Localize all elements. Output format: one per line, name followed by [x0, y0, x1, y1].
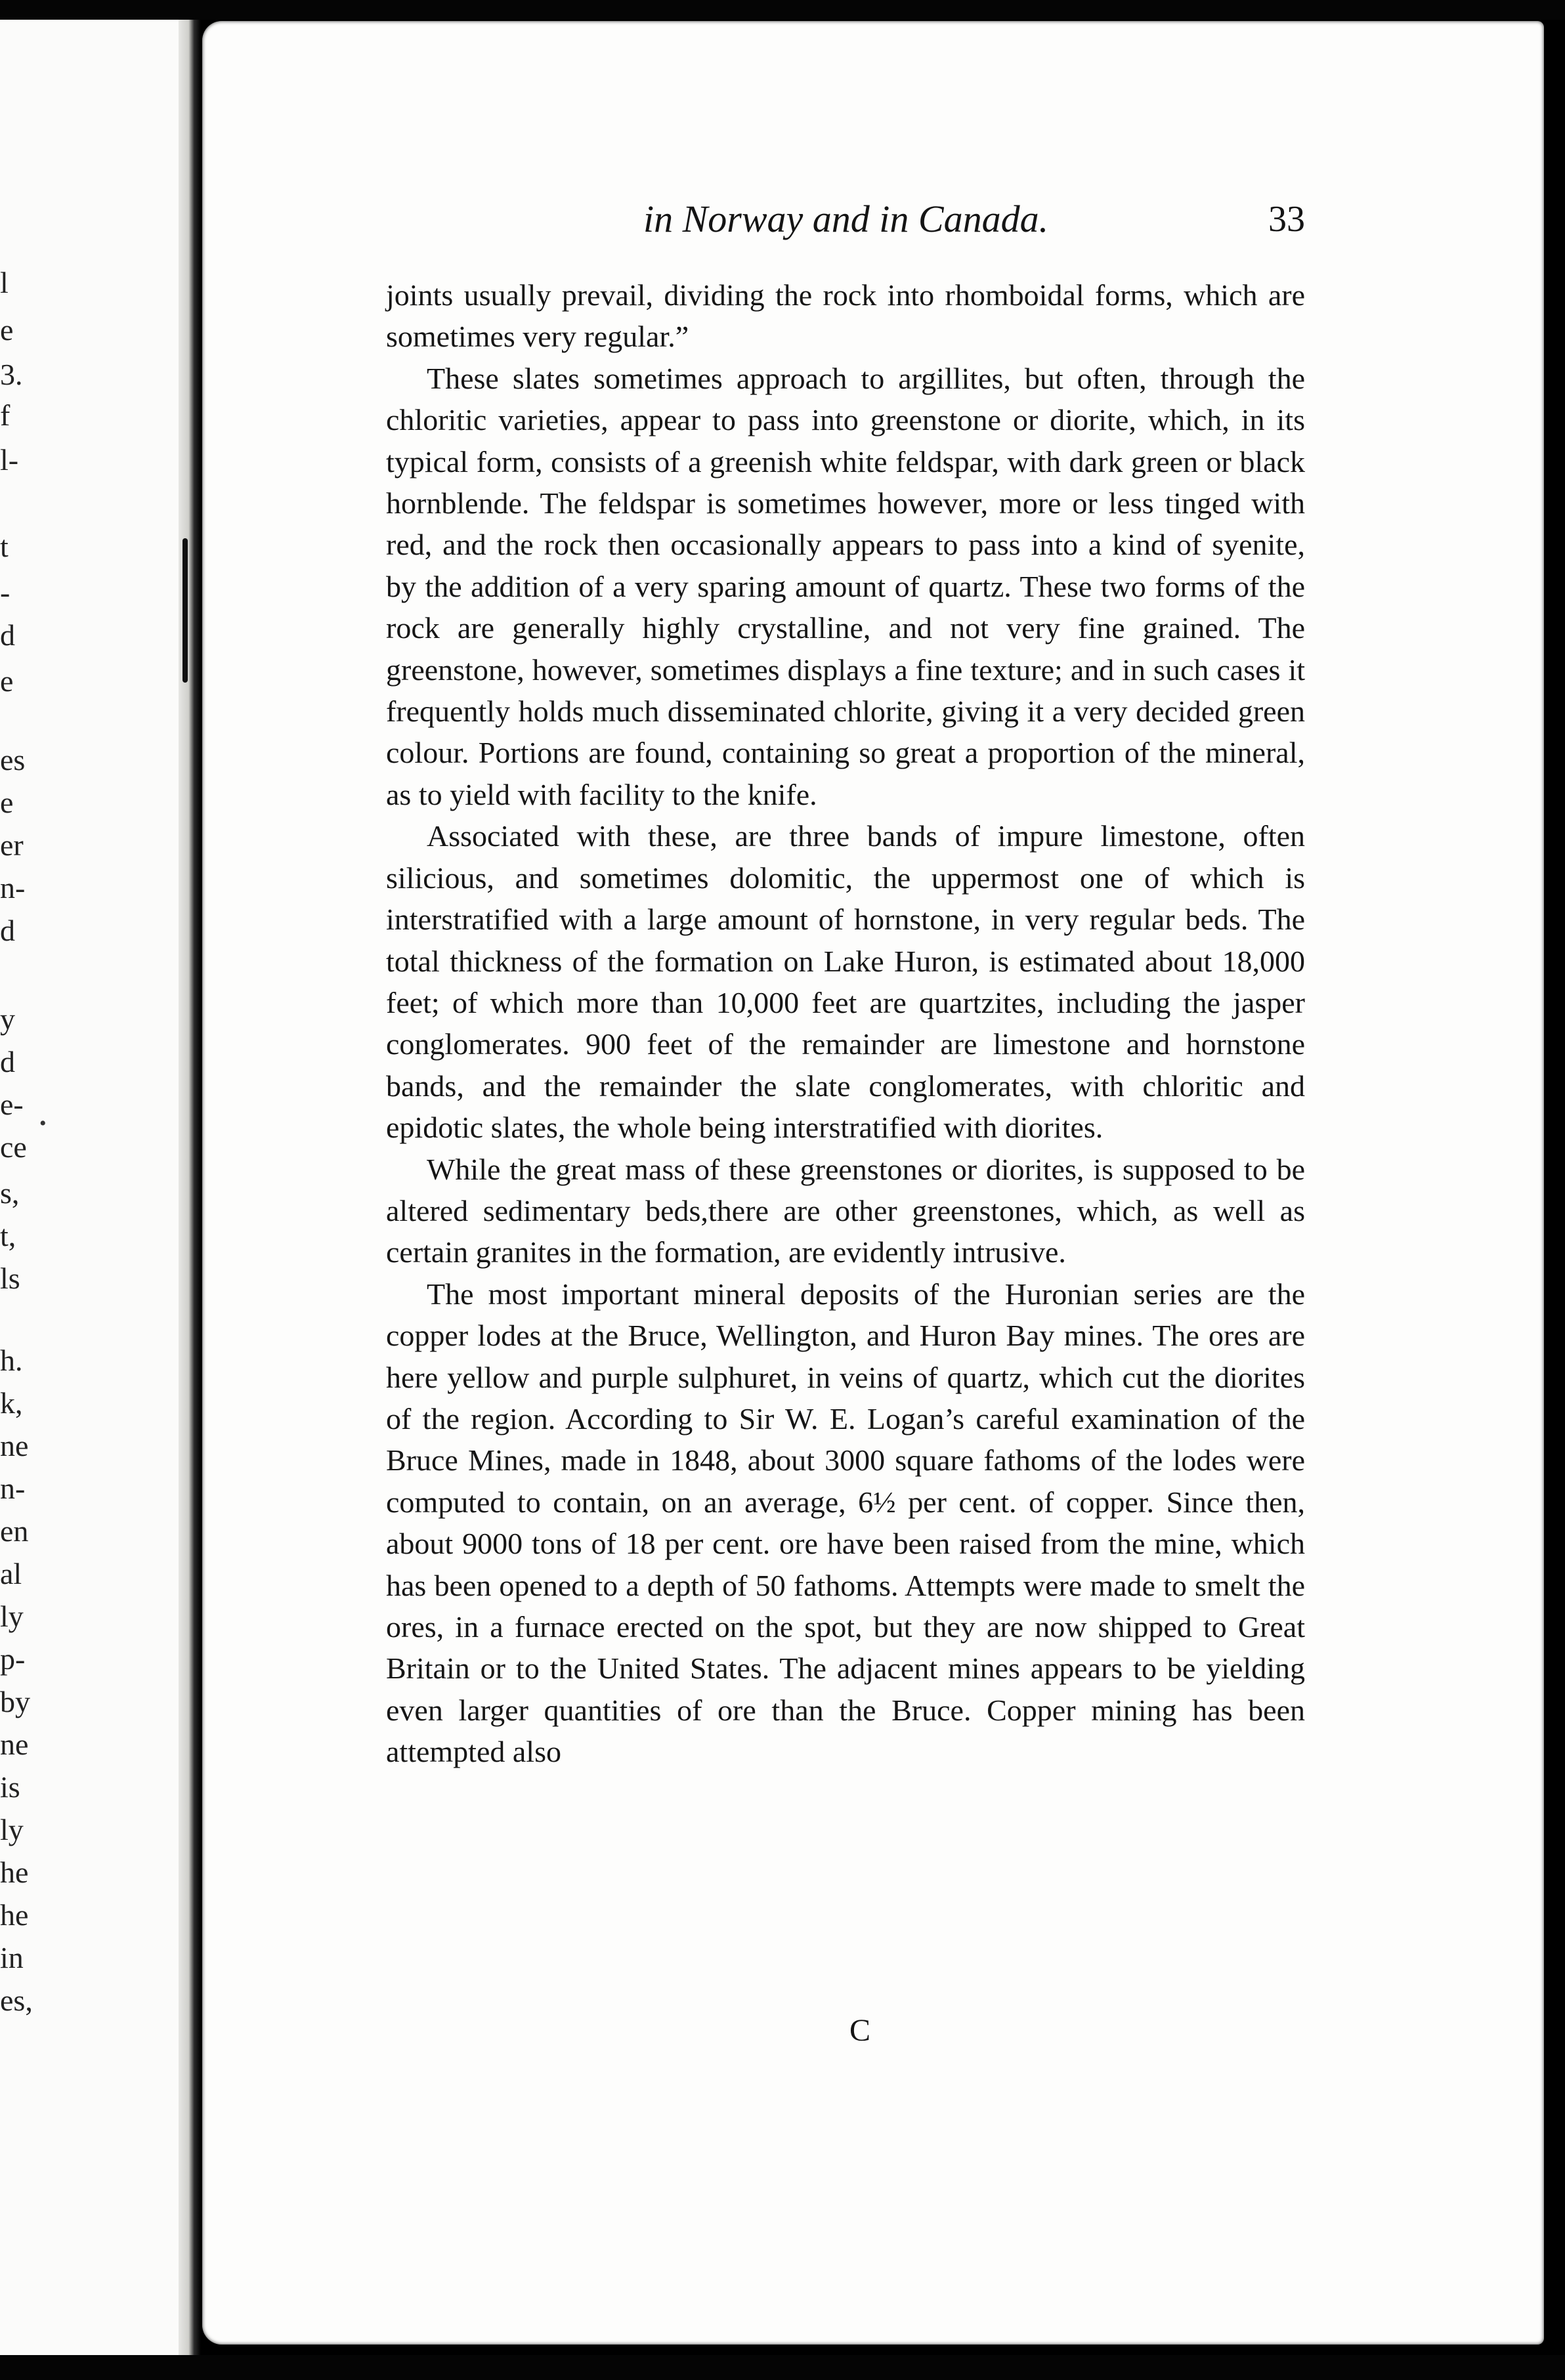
facing-page-fragment: k,: [0, 1386, 23, 1420]
scan-border-bottom: [0, 2355, 1565, 2380]
facing-page-fragment: ce: [0, 1130, 27, 1164]
facing-page-fragment: by: [0, 1685, 30, 1718]
scan-border-top: [0, 0, 1565, 20]
facing-page-fragment: n-: [0, 871, 26, 904]
facing-page: [0, 20, 197, 2356]
facing-page-fragment: n-: [0, 1472, 26, 1505]
facing-page-fragment: d: [0, 914, 15, 947]
facing-page-fragment: y: [0, 1002, 15, 1036]
facing-page-fragment: l: [0, 266, 9, 299]
facing-page-fragment: al: [0, 1557, 22, 1590]
facing-page-fragment: e: [0, 313, 14, 347]
facing-page-fragment: en: [0, 1514, 29, 1548]
facing-page-fragment: l-: [0, 443, 19, 477]
facing-page-fragment: ne: [0, 1728, 29, 1761]
facing-page-fragment: 3.: [0, 358, 23, 391]
facing-page-fragment: e: [0, 786, 14, 819]
running-head: in Norway and in Canada.: [643, 198, 1049, 240]
facing-page-fragment: ls: [0, 1262, 20, 1295]
paragraph-continuation: joints usually prevail, dividing the rock into rhomboidal forms, which are sometimes very regular.”: [386, 278, 1305, 354]
book-gutter: [179, 20, 201, 2356]
facing-page-fragment: t,: [0, 1219, 16, 1252]
facing-page-fragment: he: [0, 1856, 29, 1889]
facing-page-fragment: t: [0, 530, 9, 563]
facing-page-fragment: in: [0, 1941, 24, 1974]
facing-page-fragment: ly: [0, 1600, 24, 1633]
facing-page-fragment: es,: [0, 1984, 33, 2017]
facing-page-fragment: d: [0, 1045, 15, 1078]
facing-page-fragment: he: [0, 1898, 29, 1932]
facing-page-fragment: f: [0, 398, 11, 432]
facing-page-fragment: h.: [0, 1344, 23, 1377]
facing-page-speck: •: [39, 1113, 47, 1134]
gutter-shadow-mark: [182, 538, 188, 683]
facing-page-fragment: es: [0, 743, 26, 776]
facing-page-fragment: s,: [0, 1176, 20, 1210]
facing-page-fragment: ne: [0, 1429, 29, 1462]
paragraph-greenstones: While the great mass of these greenstones or diorites, is supposed to be altered sedimentary beds,there are other greenstones, which, as well as certain granites in the formation, are evidently intrusive.: [386, 1152, 1305, 1269]
facing-page-fragment: p-: [0, 1642, 26, 1676]
facing-page-fragment: ly: [0, 1813, 24, 1846]
facing-page-fragment: e-: [0, 1088, 24, 1121]
facing-page-fragment: -: [0, 576, 11, 609]
facing-page-text-fragments: [0, 20, 197, 2356]
body-text: [386, 274, 1305, 1773]
paragraph-limestone: Associated with these, are three bands of impure limestone, often silicious, and sometimes dolomitic, the uppermost one of which is interstratified with a large amount of hornstone, in very regular beds. The total thickness of the formation on Lake Huron, is estimated about 18,000 feet; of which more than 10,000 feet are quartzites, including the jasper conglomerates. 900 feet of the remainder are limestone and hornstone bands, and the remainder the slate conglomerates, with chloritic and epidotic slates, the whole being interstratified with diorites.: [386, 819, 1305, 1145]
facing-page-fragment: d: [0, 618, 15, 652]
page-number: 33: [1268, 199, 1305, 240]
paragraph-mineral-deposits: The most important mineral deposits of the Huronian series are the copper lodes at the Bruce, Wellington, and Huron Bay mines. The ores are here yellow and purple sulphuret, in veins of quartz, which cut the diorites of the region. According to Sir W. E. Logan’s careful examination of the Bruce Mines, made in 1848, about 3000 square fathoms of the lodes were computed to contain, on an average, 6½ per cent. of copper. Since then, about 9000 tons of 18 per cent. ore have been raised from the mine, which has been opened to a depth of 50 fathoms. Attempts were made to smelt the ores, in a furnace erected on the spot, but they are now shipped to Great Britain or to the United States. The adjacent mines appears to be yielding even larger quantities of ore than the Bruce. Copper mining has been attempted also: [386, 1277, 1305, 1769]
facing-page-fragment: is: [0, 1770, 20, 1804]
facing-page-fragment: er: [0, 828, 24, 862]
paragraph-slates: These slates sometimes approach to argillites, but often, through the chloritic varieties, appear to pass into greenstone or diorite, which, in its typical form, consists of a greenish white feldspar, with dark green or black hornblende. The feldspar is sometimes however, more or less tinged with red, and the rock then occasionally appears to pass into a kind of syenite, by the addition of a very sparing amount of quartz. These two forms of the rock are generally highly crystalline, and not very fine grained. The greenstone, however, sometimes displays a fine texture; and in such cases it frequently holds much disseminated chlorite, giving it a very decided green colour. Portions are found, containing so great a proportion of the mineral, as to yield with facility to the knife.: [386, 361, 1305, 811]
facing-page-fragment: e: [0, 664, 14, 698]
signature-mark: C: [849, 2013, 871, 2048]
